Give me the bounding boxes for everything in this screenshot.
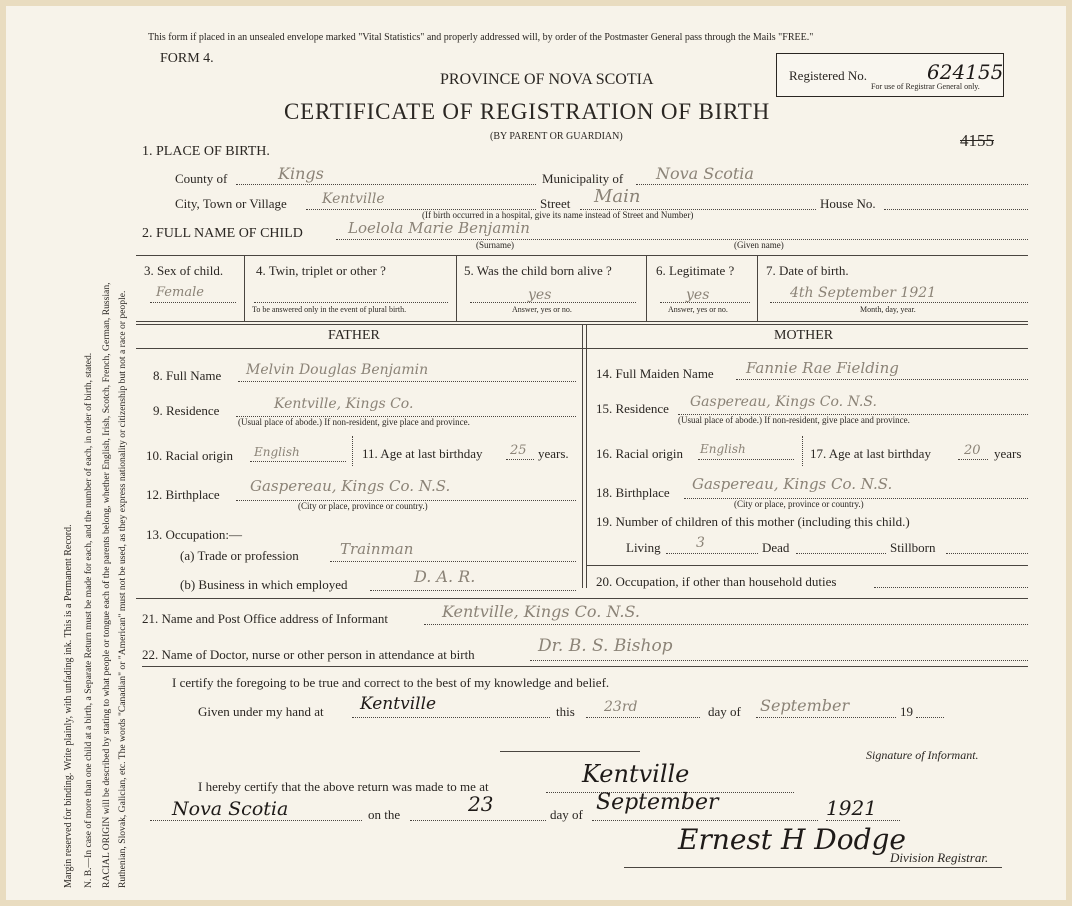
certificate-title: CERTIFICATE OF REGISTRATION OF BIRTH [284, 99, 771, 124]
mother-years-label: years [994, 446, 1022, 461]
father-birthplace-note: (City or place, province or country.) [298, 501, 428, 511]
registration-box [776, 53, 1004, 97]
mother-racial-label: 16. Racial origin [596, 446, 684, 461]
province-heading: PROVINCE OF NOVA SCOTIA [440, 71, 654, 88]
father-birthplace-label: 12. Birthplace [146, 487, 220, 502]
day-of-label: day of [708, 704, 741, 719]
date-of-birth-note: Month, day, year. [860, 305, 916, 314]
street-label: Street [540, 196, 571, 211]
registrar-use-note: For use of Registrar General only. [871, 82, 980, 91]
mother-occupation-label: 20. Occupation, if other than household duties [596, 574, 837, 589]
margin-note-racial-origin: RACIAL ORIGIN will be described by stating to what people or tongue each of the parents belong, whether English, Irish, Scotch, French, German, Russian, [101, 282, 112, 888]
legitimate-note: Answer, yes or no. [668, 305, 728, 314]
old-registration-number: 4155 [960, 131, 994, 150]
this-label: this [556, 704, 575, 719]
living-label: Living [626, 540, 661, 555]
father-trade-value: Trainman [340, 540, 414, 558]
sex-label: 3. Sex of child. [144, 263, 224, 278]
house-no-label: House No. [820, 196, 876, 211]
father-name-value: Melvin Douglas Benjamin [246, 362, 429, 378]
year-prefix: 19 [900, 704, 913, 719]
father-name-label: 8. Full Name [153, 368, 222, 383]
sex-value: Female [156, 285, 204, 300]
given-under-label: Given under my hand at [198, 704, 324, 719]
mother-heading: MOTHER [774, 328, 834, 343]
born-alive-label: 5. Was the child born alive ? [464, 263, 612, 278]
children-count-label: 19. Number of children of this mother (including this child.) [596, 514, 910, 529]
father-residence-label: 9. Residence [153, 403, 220, 418]
father-years-label: years. [538, 446, 569, 461]
father-residence-value: Kentville, Kings Co. [274, 396, 414, 412]
county-label: County of [175, 171, 228, 186]
registration-number: 624155 [927, 60, 1004, 84]
father-occupation-label: 13. Occupation:— [146, 527, 243, 542]
mother-racial-value: English [700, 442, 746, 456]
child-name-label: 2. FULL NAME OF CHILD [142, 226, 303, 241]
informant-signature-label: Signature of Informant. [866, 748, 979, 762]
father-racial-value: English [254, 445, 300, 459]
date-of-birth-label: 7. Date of birth. [766, 263, 849, 278]
father-age-value: 25 [510, 443, 527, 458]
mother-name-label: 14. Full Maiden Name [596, 366, 714, 381]
father-trade-label: (a) Trade or profession [180, 548, 299, 563]
registrar-place-value: Kentville [582, 760, 690, 788]
county-value: Kings [278, 164, 324, 183]
this-day-value: 23rd [604, 699, 638, 715]
father-age-label: 11. Age at last birthday [362, 446, 483, 461]
city-value: Kentville [322, 191, 385, 207]
stillborn-label: Stillborn [890, 540, 936, 555]
certificate-subtitle: (BY PARENT OR GUARDIAN) [490, 131, 623, 142]
place-of-birth-label: 1. PLACE OF BIRTH. [142, 144, 270, 159]
date-of-birth-value: 4th September 1921 [790, 285, 937, 301]
mother-residence-note: (Usual place of abode.) If non-resident, give place and province. [678, 415, 910, 425]
informant-label: 21. Name and Post Office address of Informant [142, 611, 388, 626]
municipality-label: Municipality of [542, 171, 624, 186]
division-registrar-label: Division Registrar. [890, 850, 989, 865]
margin-note-racial-origin-cont: Ruthenian, Slovak, Galician, etc. The words "Canadian" or "American" must not be used, as they express nationality or citizenship but not a race or people. [117, 290, 128, 888]
mother-residence-value: Gaspereau, Kings Co. N.S. [690, 394, 877, 410]
legitimate-label: 6. Legitimate ? [656, 263, 735, 278]
born-alive-note: Answer, yes or no. [512, 305, 572, 314]
born-alive-value: yes [528, 287, 552, 303]
father-racial-label: 10. Racial origin [146, 448, 234, 463]
registrar-signature: Ernest H Dodge [678, 823, 906, 856]
on-the-label: on the [368, 807, 401, 822]
twin-note: To be answered only in the event of plural birth. [252, 305, 407, 314]
mother-age-label: 17. Age at last birthday [810, 446, 931, 461]
city-label: City, Town or Village [175, 196, 287, 211]
dead-label: Dead [762, 540, 790, 555]
mother-age-value: 20 [964, 443, 981, 458]
child-name-value: Loelola Marie Benjamin [348, 219, 530, 237]
margin-note-multiple-births: N. B.—In case of more than one child at a birth, a Separate Return must be made for each, and the number of each, in order of birth, stated. [83, 352, 94, 888]
postal-notice: This form if placed in an unsealed envelope marked "Vital Statistics" and properly addressed will, by order of the Postmaster General pass through the Mails "FREE." [148, 32, 814, 43]
given-place-value: Kentville [360, 694, 437, 714]
mother-residence-label: 15. Residence [596, 401, 669, 416]
registrar-certify-statement: I hereby certify that the above return was made to me at [198, 779, 489, 794]
father-business-value: D. A. R. [414, 567, 476, 586]
registrar-day-of-label: day of [550, 807, 583, 822]
legitimate-value: yes [686, 287, 710, 303]
father-birthplace-value: Gaspereau, Kings Co. N.S. [250, 477, 451, 495]
living-value: 3 [696, 535, 705, 551]
hospital-note: (If birth occurred in a hospital, give its name instead of Street and Number) [422, 210, 694, 220]
mother-name-value: Fannie Rae Fielding [746, 359, 899, 377]
given-name-note: (Given name) [734, 240, 784, 250]
registered-no-label: Registered No. [789, 68, 867, 83]
twin-label: 4. Twin, triplet or other ? [256, 263, 386, 278]
street-value: Main [594, 186, 641, 207]
mother-birthplace-label: 18. Birthplace [596, 485, 670, 500]
margin-note-permanent-record: Margin reserved for binding. Write plainly, with unfading ink. This is a Permanent Record. [63, 524, 74, 888]
doctor-value: Dr. B. S. Bishop [538, 636, 673, 656]
municipality-value: Nova Scotia [656, 164, 754, 183]
registrar-year-value: 1921 [826, 796, 877, 820]
father-heading: FATHER [328, 328, 380, 343]
certify-statement: I certify the foregoing to be true and correct to the best of my knowledge and belief. [172, 675, 610, 690]
mother-birthplace-value: Gaspereau, Kings Co. N.S. [692, 475, 893, 493]
month-value: September [760, 696, 850, 715]
father-residence-note: (Usual place of abode.) If non-resident, give place and province. [238, 417, 470, 427]
surname-note: (Surname) [476, 240, 514, 250]
registrar-province-value: Nova Scotia [172, 798, 289, 820]
informant-value: Kentville, Kings Co. N.S. [442, 602, 640, 621]
father-business-label: (b) Business in which employed [180, 577, 348, 592]
registrar-month-value: September [596, 790, 719, 815]
registrar-day-value: 23 [468, 792, 494, 816]
form-number: FORM 4. [160, 51, 214, 66]
doctor-label: 22. Name of Doctor, nurse or other person in attendance at birth [142, 647, 475, 662]
mother-birthplace-note: (City or place, province or country.) [734, 499, 864, 509]
